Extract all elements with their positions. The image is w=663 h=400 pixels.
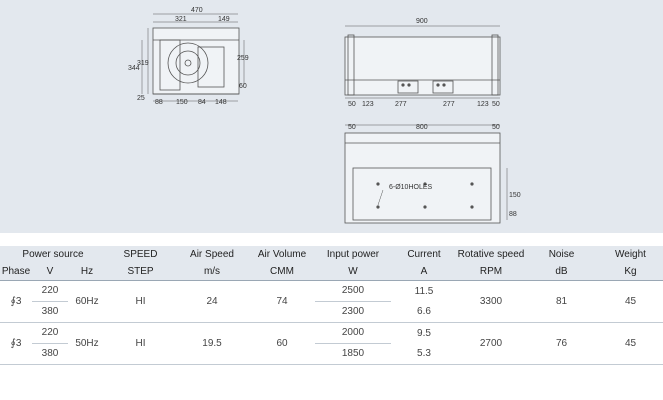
cell-current bbox=[391, 281, 457, 323]
dim-470: 470 bbox=[191, 7, 203, 14]
subheader-step: STEP bbox=[106, 263, 175, 281]
cell-voltage bbox=[32, 323, 68, 365]
dim-84: 84 bbox=[198, 99, 206, 106]
current-top: 11.5 bbox=[414, 285, 434, 297]
subheader-v: V bbox=[32, 263, 68, 281]
dim-150: 150 bbox=[176, 99, 188, 106]
power-bottom: 1850 bbox=[341, 348, 365, 359]
spec-table bbox=[0, 246, 663, 365]
dim-88-vertical: 88 bbox=[509, 211, 517, 218]
dim-bottom-50-left: 50 bbox=[348, 124, 356, 131]
bottom-view-drawing bbox=[345, 125, 507, 223]
cell-weight: 45 bbox=[598, 281, 663, 323]
holes-note: 6-Ø10HOLES bbox=[389, 184, 433, 191]
cell-air-speed: 24 bbox=[175, 281, 249, 323]
current-bottom: 5.3 bbox=[417, 347, 431, 359]
dim-123-right: 123 bbox=[477, 101, 489, 108]
cell-air-volume: 74 bbox=[249, 281, 315, 323]
cell-current bbox=[391, 323, 457, 365]
header-input-power: Input power bbox=[315, 246, 391, 263]
dim-bottom-800: 800 bbox=[416, 124, 428, 131]
dim-25: 25 bbox=[137, 95, 145, 102]
cell-rpm: 2700 bbox=[457, 323, 525, 365]
cell-voltage bbox=[32, 281, 68, 323]
header-air-speed: Air Speed bbox=[175, 246, 249, 263]
dim-50-left: 50 bbox=[348, 101, 356, 108]
header-current: Current bbox=[391, 246, 457, 263]
dim-148: 148 bbox=[215, 99, 227, 106]
dim-60: 60 bbox=[239, 83, 247, 90]
current-bottom: 6.6 bbox=[417, 305, 431, 317]
subheader-kg: Kg bbox=[598, 263, 663, 281]
dim-88: 88 bbox=[155, 99, 163, 106]
current-top: 9.5 bbox=[417, 327, 431, 339]
dim-900: 900 bbox=[416, 18, 428, 25]
dim-259: 259 bbox=[237, 55, 249, 62]
dim-277-right: 277 bbox=[443, 101, 455, 108]
dim-50-right: 50 bbox=[492, 101, 500, 108]
cell-input-power bbox=[315, 323, 391, 365]
cell-rpm: 3300 bbox=[457, 281, 525, 323]
power-top: 2500 bbox=[315, 281, 391, 302]
subheader-a: A bbox=[391, 263, 457, 281]
header-weight: Weight bbox=[598, 246, 663, 263]
front-view-drawing bbox=[345, 26, 500, 98]
subheader-w: W bbox=[315, 263, 391, 281]
side-view-drawing bbox=[142, 14, 244, 101]
power-top: 2000 bbox=[315, 323, 391, 344]
header-speed: SPEED bbox=[106, 246, 175, 263]
cell-phase: ∮3 bbox=[0, 323, 32, 365]
voltage-top: 220 bbox=[32, 281, 68, 302]
voltage-bottom: 380 bbox=[41, 306, 59, 317]
dim-277-left: 277 bbox=[395, 101, 407, 108]
dim-123-left: 123 bbox=[362, 101, 374, 108]
cell-hz: 60Hz bbox=[68, 281, 106, 323]
subheader-phase: Phase bbox=[0, 263, 32, 281]
cell-step: HI bbox=[106, 281, 175, 323]
subheader-cmm: CMM bbox=[249, 263, 315, 281]
voltage-bottom: 380 bbox=[41, 348, 59, 359]
cell-noise: 81 bbox=[525, 281, 598, 323]
cell-noise: 76 bbox=[525, 323, 598, 365]
header-noise: Noise bbox=[525, 246, 598, 263]
cell-air-speed: 19.5 bbox=[175, 323, 249, 365]
subheader-ms: m/s bbox=[175, 263, 249, 281]
header-rotative-speed: Rotative speed bbox=[457, 246, 525, 263]
cell-step: HI bbox=[106, 323, 175, 365]
power-bottom: 2300 bbox=[341, 306, 365, 317]
cell-weight: 45 bbox=[598, 323, 663, 365]
voltage-top: 220 bbox=[32, 323, 68, 344]
cell-hz: 50Hz bbox=[68, 323, 106, 365]
dim-344: 344 bbox=[128, 65, 140, 72]
header-power-source: Power source bbox=[0, 246, 106, 263]
table-row bbox=[0, 323, 663, 365]
subheader-db: dB bbox=[525, 263, 598, 281]
subheader-rpm: RPM bbox=[457, 263, 525, 281]
dim-149: 149 bbox=[218, 16, 230, 23]
dim-319: 319 bbox=[137, 60, 149, 67]
table-row bbox=[0, 281, 663, 323]
cell-phase: ∮3 bbox=[0, 281, 32, 323]
header-air-volume: Air Volume bbox=[249, 246, 315, 263]
dim-150-vertical: 150 bbox=[509, 192, 521, 199]
cell-input-power bbox=[315, 281, 391, 323]
dim-bottom-50-right: 50 bbox=[492, 124, 500, 131]
subheader-hz: Hz bbox=[68, 263, 106, 281]
dim-321: 321 bbox=[175, 16, 187, 23]
cell-air-volume: 60 bbox=[249, 323, 315, 365]
